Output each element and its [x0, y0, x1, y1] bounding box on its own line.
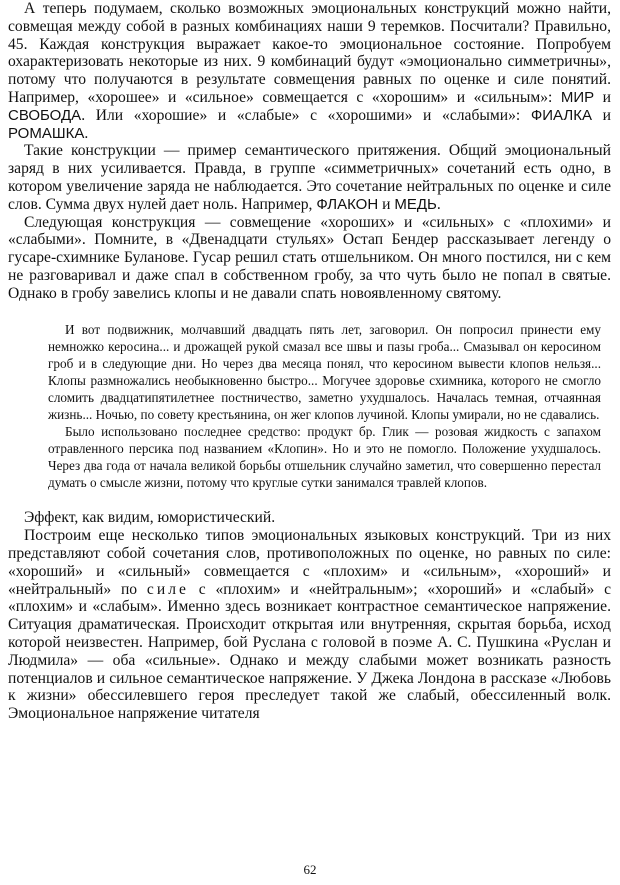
paragraph-combinations: А теперь подумаем, сколько возможных эмоциональных конструкций можно найти, совмещая между собой в разных комбинациях наши 9 теремков. Посчитали? Правильно, 45. Каждая конструкция выражает какое-то эмоциональное состояние. Попробуем охарактеризовать некоторые из них. 9 комбинаций будут «эмоционально симметричны», потому что получаются в результате совмещения равных по оценке и силе понятий. Например, «хорошее» и «сильное» совмещается с «хорошим» и «сильным»: МИР и СВОБОДА. Или «хорошие» и «слабые» с «хорошими» и «слабыми»: ФИАЛКА и РОМАШКА. — [8, 0, 611, 142]
quote-paragraph: Было использовано последнее средство: продукт бр. Глик — розовая жидкость с запахом отравленного персика под названием «Клопин». Но и это не помогло. Положение ухудшалось. Через два года от начала великой борьбы отшельник случайно заметил, что совершенно перестал думать о смысле жизни, потому что круглые сутки занимался травлей клопов. — [48, 424, 601, 491]
example-word: ФЛАКОН — [316, 195, 379, 213]
paragraph-attraction: Такие конструкции — пример семантического притяжения. Общий эмоциональный заряд в них усиливается. Правда, в группе «симметричных» сочетаний есть одно, в котором увеличение заряда не наблюдается. Это сочетание нейтральных по оценке и силе слов. Сумма двух нулей дает ноль. Например, ФЛАКОН и МЕДЬ. — [8, 142, 611, 213]
spaced-word: силе — [146, 580, 189, 598]
quote-paragraph: И вот подвижник, молчавший двадцать пять лет, заговорил. Он попросил принести ему немножко керосина... и дрожащей рукой смазал все швы и пазы гроба... Смазывал он керосином гроб и в следующие дни. Но через два месяца понял, что керосином вывести клопов нельзя... Клопы размножались необыкновенно быстро... Могучее здоровье схимника, которого не смогло сломить двадцатипятилетнее постничество, заметно ухудшалось. Началась темная, отчаянная жизнь... Ночью, по совету крестьянина, он жег клопов лучиной. Клопы умирали, но не сдавались. — [48, 321, 601, 423]
block-quote — [8, 321, 611, 492]
page-number: 62 — [303, 862, 317, 877]
example-word: МЕДЬ — [394, 195, 437, 213]
example-word: РОМАШКА — [8, 124, 85, 142]
example-word: СВОБОДА — [8, 106, 82, 124]
paragraph-next-construction: Следующая конструкция — совмещение «хороших» и «сильных» с «плохими» и «слабыми». Помните, в «Двенадцати стульях» Остап Бендер рассказывает легенду о гусаре-схимнике Буланове. Гусар решил стать отшельником. Он много постился, ни с кем не разговаривал и даже спал в собственном гробу, за что чуть было не попал в святые. Однако в гробу завелись клопы и не давали спать новоявленному святому. — [8, 213, 611, 302]
paragraph-contrast: Построим еще несколько типов эмоциональных языковых конструкций. Три из них представляют собой сочетания слов, противоположных по оценке, но равных по силе: «хороший» и «сильный» совмещается с «плохим» и «сильным», «хороший» и «нейтральный» по силе с «плохим» и «нейтральным»; «хороший» и «слабый» с «плохим» и «слабым». Именно здесь возникает контрастное семантическое напряжение. Ситуация драматическая. Происходит открытая или внутренняя, скрытая борьба, исход которой неизвестен. Например, бой Руслана с головой в поэме А. С. Пушкина «Руслан и Людмила» — оба «сильные». Однако и между слабыми может возникать разность потенциалов и сильное семантическое напряжение. У Джека Лондона в рассказе «Любовь к жизни» обессилевшего героя преследует такой же слабый, обессиленный волк. Эмоциональное напряжение читателя — [8, 527, 611, 723]
paragraph-effect: Эффект, как видим, юмористический. — [24, 509, 276, 527]
example-word: МИР — [560, 88, 595, 106]
example-word: ФИАЛКА — [530, 106, 592, 124]
